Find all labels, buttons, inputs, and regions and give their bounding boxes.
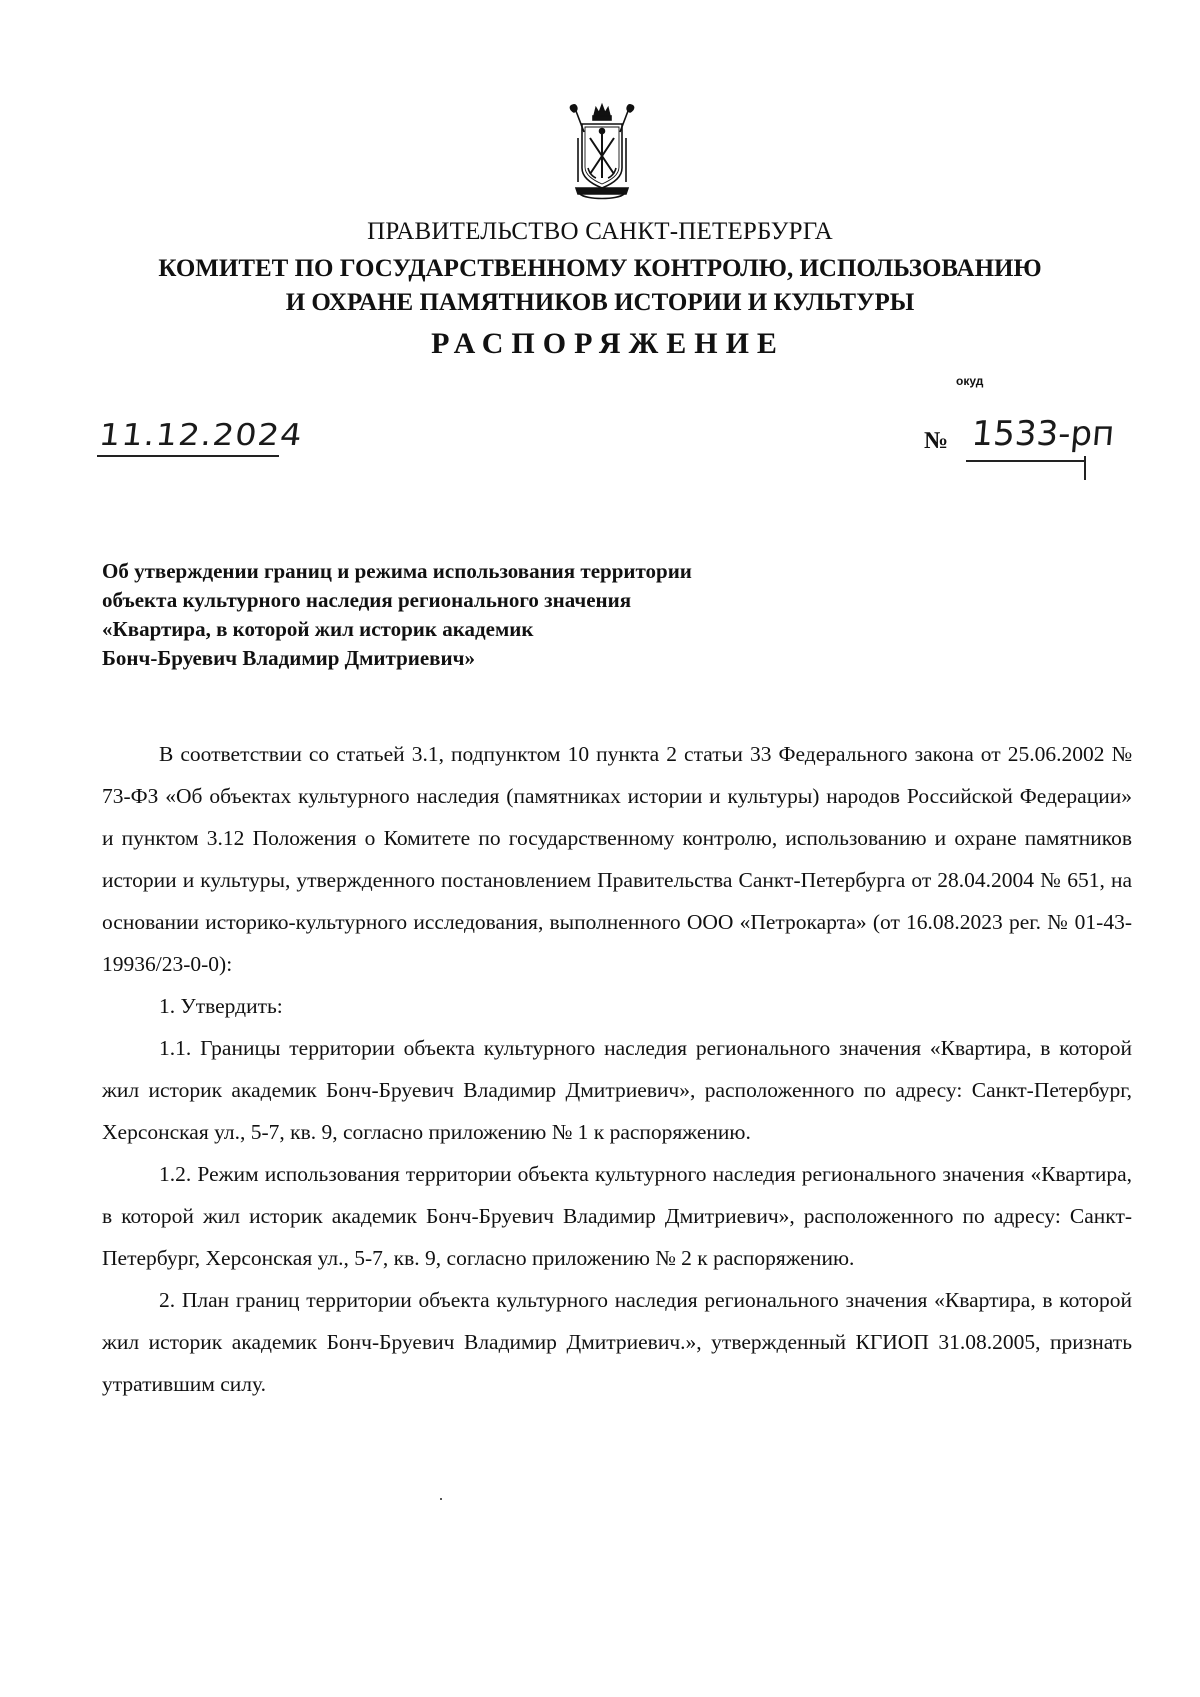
number-underline-tick (1084, 456, 1086, 480)
scan-speck (440, 1498, 442, 1500)
subject-line: «Квартира, в которой жил историк академик (102, 617, 534, 641)
committee-title-line2: И ОХРАНЕ ПАМЯТНИКОВ ИСТОРИИ И КУЛЬТУРЫ (285, 289, 915, 316)
subject-line: Бонч-Бруевич Владимир Дмитриевич» (102, 646, 475, 670)
subject-line: объекта культурного наследия регионального значения (102, 588, 632, 612)
number-underline (966, 460, 1084, 462)
saint-petersburg-coat-of-arms-icon (566, 102, 638, 202)
committee-title-line1: КОМИТЕТ ПО ГОСУДАРСТВЕННОМУ КОНТРОЛЮ, ИСПОЛЬЗОВАНИЮ (158, 255, 1042, 282)
subject-line: Об утверждении границ и режима использования территории (102, 559, 692, 583)
date-underline (97, 455, 279, 457)
item-1-1: 1.1. Границы территории объекта культурного наследия регионального значения «Квартира, в которой жил историк академик Бонч-Бруевич Владимир Дмитриевич», расположенного по адресу: Санкт-Петербург, Херсонская ул., 5-7, кв. 9, согласно приложению № 1 к распоряжению. (102, 1036, 1132, 1144)
item-1: 1. Утвердить: (159, 994, 283, 1018)
okud-label: окуд (956, 374, 984, 388)
document-number: 1533-рп (970, 414, 1117, 454)
document-subject (102, 557, 692, 673)
intro-paragraph: В соответствии со статьей 3.1, подпунктом 10 пункта 2 статьи 33 Федерального закона от 25.06.2002 № 73-ФЗ «Об объектах культурного наследия (памятниках истории и культуры) народов Российской Федерации» и пунктом 3.12 Положения о Комитете по государственному контролю, использованию и охране памятников истории и культуры, утвержденного постановлением Правительства Санкт-Петербурга от 28.04.2004 № 651, на основании историко-культурного исследования, выполненного ООО «Петрокарта» (от 16.08.2023 рег. № 01-43-19936/23-0-0): (102, 742, 1132, 976)
document-body (102, 733, 1132, 1405)
item-1-2: 1.2. Режим использования территории объекта культурного наследия регионального значения «Квартира, в которой жил историк академик Бонч-Бруевич Владимир Дмитриевич», расположенного по адресу: Санкт-Петербург, Херсонская ул., 5-7, кв. 9, согласно приложению № 2 к распоряжению. (102, 1162, 1132, 1270)
government-title: ПРАВИТЕЛЬСТВО САНКТ-ПЕТЕРБУРГА (367, 218, 833, 245)
item-2: 2. План границ территории объекта культурного наследия регионального значения «Квартира, в которой жил историк академик Бонч-Бруевич Владимир Дмитриевич.», утвержденный КГИОП 31.08.2005, признать утратившим силу. (102, 1288, 1132, 1396)
document-date: 11.12.2024 (97, 418, 305, 453)
number-sign: № (924, 428, 949, 454)
document-type-title: РАСПОРЯЖЕНИЕ (431, 327, 785, 360)
